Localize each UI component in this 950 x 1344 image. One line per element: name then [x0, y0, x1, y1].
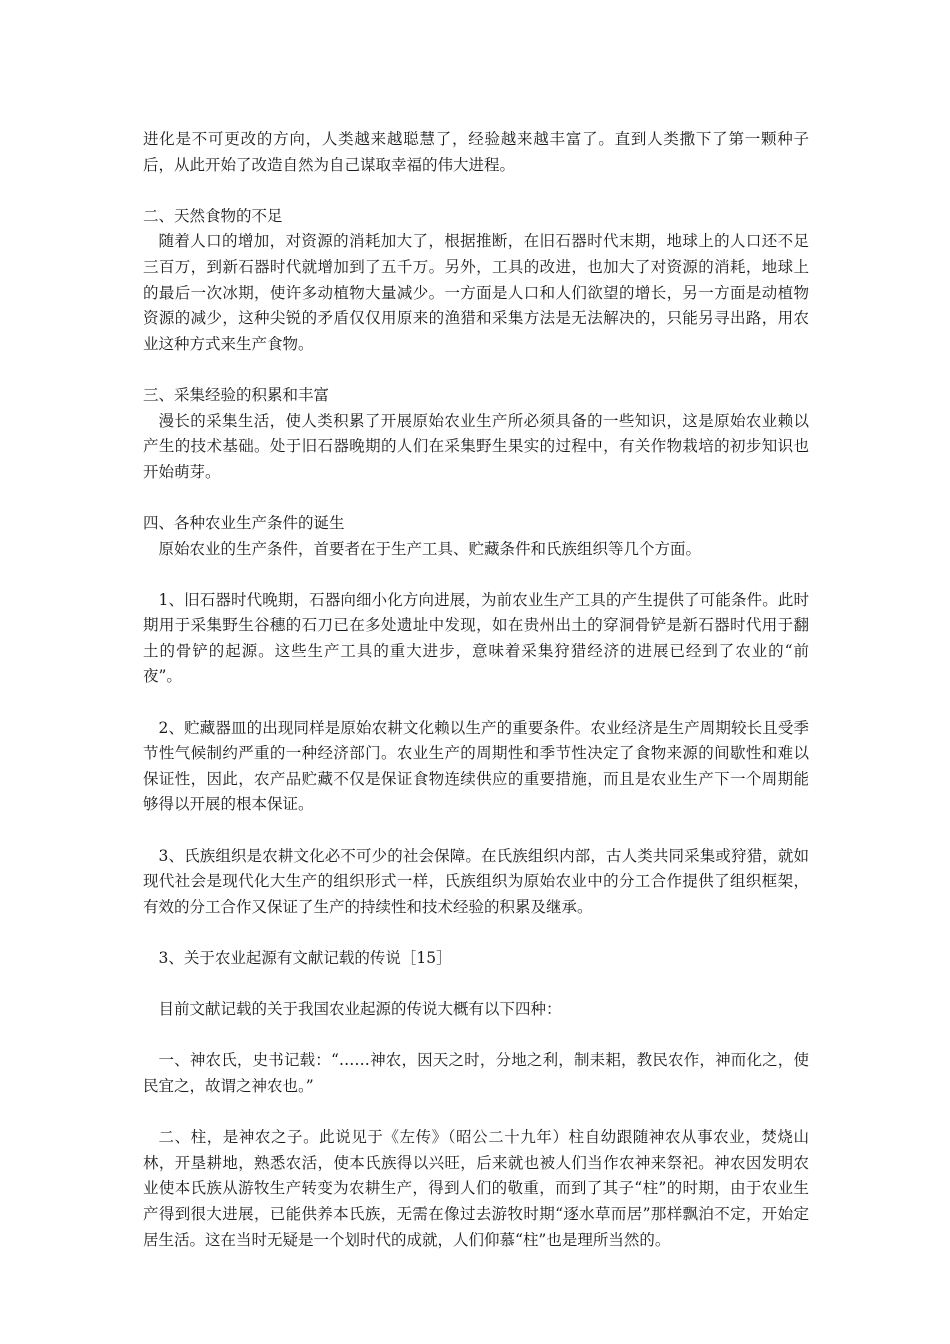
- paragraph-clan-organization: 3、氏族组织是农耕文化必不可少的社会保障。在氏族组织内部，古人类共同采集或狩猎，就如现代社会是现代化大生产的组织形式一样，氏族组织为原始农业中的分工合作提供了组织框架，有效的分工合作又保证了生产的持续性和技术经验的积累及继承。: [143, 846, 809, 916]
- paragraph-production-conditions: 原始农业的生产条件，首要者在于生产工具、贮藏条件和氏族组织等几个方面。: [158, 539, 702, 558]
- section-heading-gathering-experience: 三、采集经验的积累和丰富: [143, 385, 330, 404]
- paragraph-gap: [143, 178, 809, 204]
- paragraph-storage-vessels: 2、贮藏器皿的出现同样是原始农耕文化赖以生产的重要条件。农业经济是生产周期较长且受季节性气候制约严重的一种经济部门。农业生产的周期性和季节性决定了食物来源的间歇性和难以保证性，因此，农产品贮藏不仅是保证食物连续供应的重要措施，而且是农业生产下一个周期能够得以开展的根本保证。: [143, 718, 809, 814]
- paragraph-gap: [143, 972, 809, 998]
- paragraph-natural-food: 随着人口的增加，对资源的消耗加大了，根据推断，在旧石器时代末期，地球上的人口还不足三百万，到新石器时代就增加到了五千万。另外，工具的改进，也加大了对资源的消耗，地球上的最后一次冰期，使许多动植物大量减少。一方面是人口和人们欲望的增长，另一方面是动植物资源的减少，这种尖锐的矛盾仅仅用原来的渔猎和采集方法是无法解决的，只能另寻出路，用农业这种方式来生产食物。: [143, 232, 809, 353]
- paragraph-gap: [143, 690, 809, 716]
- section-heading-production-conditions: 四、各种农业生产条件的诞生: [143, 513, 345, 532]
- paragraph-zhu: 二、柱，是神农之子。此说见于《左传》（昭公二十九年）柱自幼跟随神农从事农业，焚烧山林，开垦耕地，熟悉农活，使本氏族得以兴旺，后来就也被人们当作农神来祭祀。神农因发明农业使本氏族从游牧生产转变为农耕生产，得到人们的敬重，而到了其子“柱”的时期，由于农业生产得到很大进展，已能供养本氏族，无需在像过去游牧时期“逐水草而居”那样飘泊不定，开始定居生活。这在当时无疑是一个划时代的成就，人们仰慕“柱”也是理所当然的。: [143, 1128, 809, 1249]
- paragraph-gap: [143, 818, 809, 844]
- paragraph-stone-tools: 1、旧石器时代晚期，石器向细小化方向进展，为前农业生产工具的产生提供了可能条件。此时期用于采集野生谷穗的石刀已在多处遗址中发现，如在贵州出土的穿洞骨铲是新石器时代用于翻土的骨铲的起源。这些生产工具的重大进步，意味着采集狩猎经济的进展已经到了农业的“前夜”。: [143, 590, 809, 686]
- paragraph-gathering-experience: 漫长的采集生活，使人类积累了开展原始农业生产所必须具备的一些知识，这是原始农业赖以产生的技术基础。处于旧石器晚期的人们在采集野生果实的过程中，有关作物栽培的初步知识也开始萌芽。: [143, 411, 809, 481]
- paragraph-legends-intro: 目前文献记载的关于我国农业起源的传说大概有以下四种：: [158, 1000, 562, 1019]
- paragraph-gap: [143, 1023, 809, 1049]
- paragraph-evolution: 进化是不可更改的方向，人类越来越聪慧了，经验越来越丰富了。直到人类撒下了第一颗种子后，从此开始了改造自然为自己谋取幸福的伟大进程。: [143, 130, 809, 174]
- paragraph-shennong: 一、神农氏，史书记载：“……神农，因天之时，分地之利，制耒耜，教民农作，神而化之，使民宜之，故谓之神农也。”: [143, 1051, 809, 1095]
- paragraph-gap: [143, 485, 809, 511]
- section-heading-legends: 3、关于农业起源有文献记载的传说［15］: [158, 949, 452, 967]
- document-body: [143, 127, 809, 1253]
- paragraph-gap: [143, 357, 809, 383]
- paragraph-gap: [143, 1100, 809, 1126]
- paragraph-gap: [143, 920, 809, 946]
- paragraph-gap: [143, 562, 809, 588]
- section-heading-natural-food: 二、天然食物的不足: [143, 206, 283, 225]
